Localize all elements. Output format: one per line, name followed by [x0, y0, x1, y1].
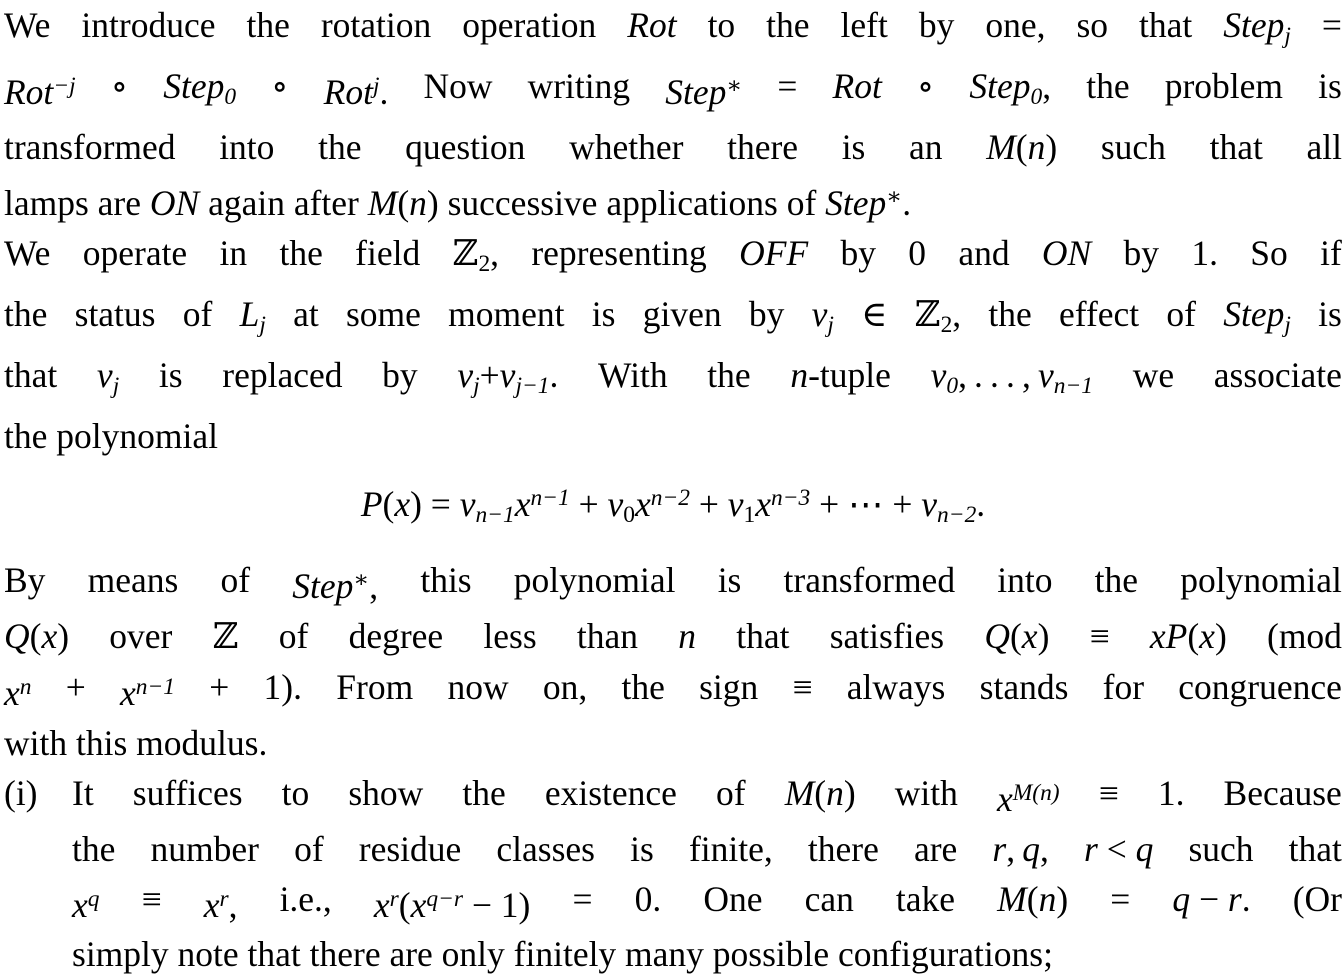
text-line: We operate in the field ℤ$_2$, representing OFF by 0 and ON by 1. So if — [4, 232, 1342, 277]
text-line: $x^n$ + $x^{n-1}$ + 1). From now on, the sign ≡ always stands for congruence — [4, 667, 1342, 713]
text-line: We introduce the rotation operation Rot to the left by one, so that Step$_j$ = — [4, 5, 1342, 50]
list-item — [4, 768, 1342, 979]
text-line: simply note that there are only finitely many possible configurations; — [72, 934, 1053, 975]
list-item-label: (i) — [4, 772, 38, 813]
text-line: with this modulus. — [4, 722, 268, 763]
text-line: By means of Step∗, this polynomial is transformed into the polynomial — [4, 560, 1342, 606]
text-line: It suffices to show the existence of M(n) with $x^{M(n)}$ ≡ 1. Because — [72, 772, 1342, 819]
text-line: transformed into the question whether there is an M(n) such that all — [4, 127, 1342, 168]
text-line: the number of residue classes is finite, there are r, q, r < q such that — [72, 828, 1342, 869]
text-line: lamps are ON again after M(n) successive applications of Step∗. — [4, 182, 912, 223]
list-item-body — [72, 768, 1342, 979]
paragraph-by-means-of-step — [4, 555, 1342, 768]
paragraph-field-z2 — [4, 228, 1342, 461]
display-equation: $P(x) = v_{n-1}x^{n-1} + v_0x^{n-2} + v_1x^{n-3}$ + ⋯ + $v_{n-2}$. — [360, 484, 986, 529]
text-line: Rot$^{-j}$ ∘ Step$_0$ ∘ Rot$^j$. Now writing Step∗ = Rot ∘ Step$_0$, the problem is — [4, 66, 1342, 112]
text-line: Q(x) over ℤ of degree less than n that satisfies Q(x) ≡ xP(x) (mod — [4, 616, 1342, 657]
text-line: that $v_j$ is replaced by $v_j+v_{j-1}$. With the n-tuple $v_0$, . . . , $v_{n-1}$ we associate — [4, 355, 1342, 400]
text-line: the status of $L_j$ at some moment is given by $v_j$ ∈ ℤ$_2$, the effect of Step$_j$ is — [4, 294, 1342, 339]
paragraph-introduce-rotation — [4, 0, 1342, 228]
text-line: $x^q$ ≡ $x^r$, i.e., $x^r(x^{q-r} - 1)$ = 0. One can take M(n) = q − r. (Or — [72, 878, 1342, 925]
text-line: the polynomial — [4, 416, 218, 457]
